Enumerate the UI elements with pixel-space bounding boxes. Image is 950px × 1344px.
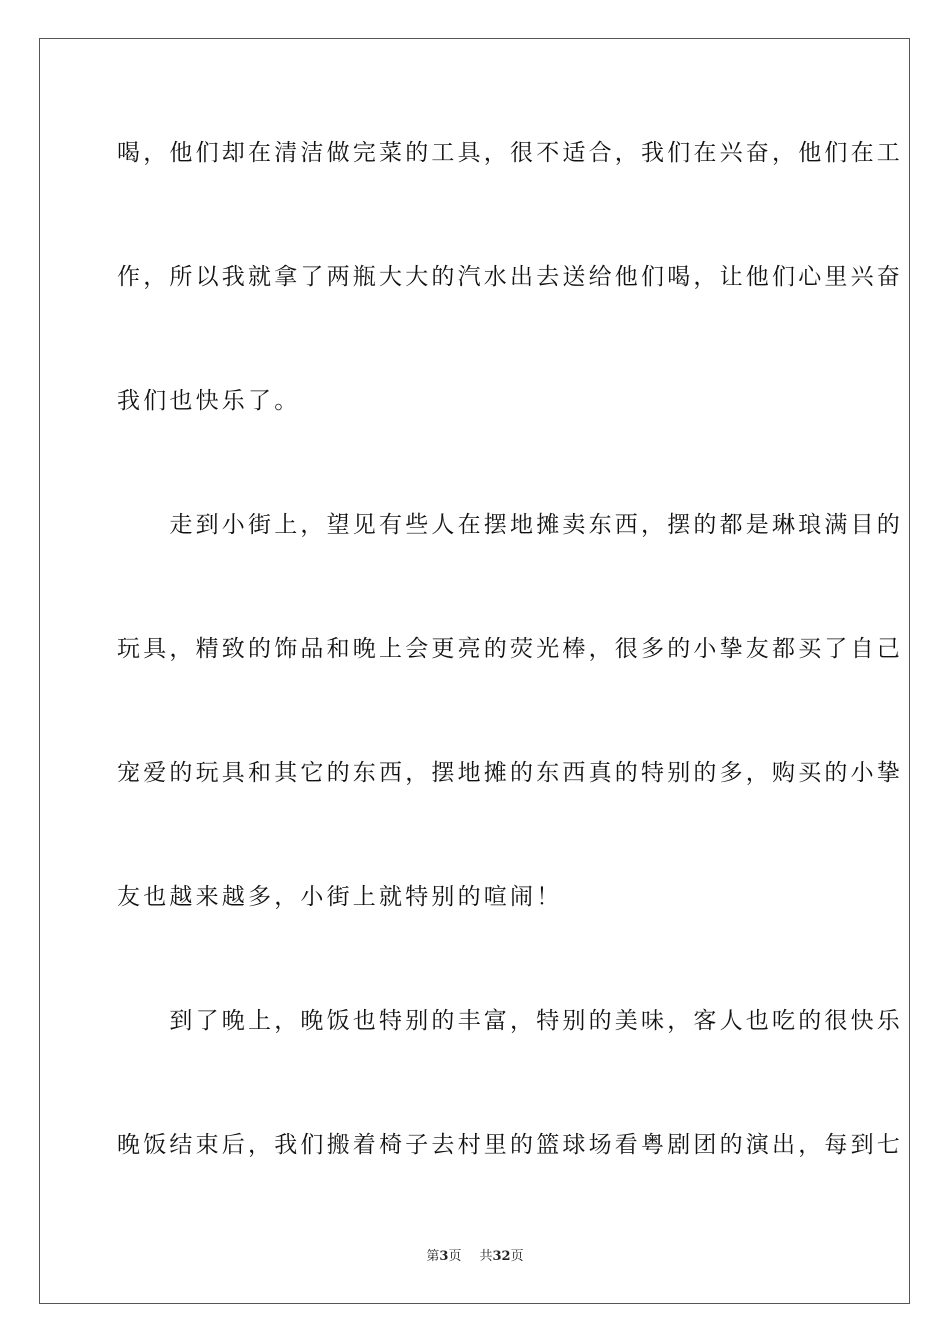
page-footer [0, 1248, 950, 1266]
text-line-7: 友也越来越多，小街上就特别的喧闹！ [117, 884, 563, 910]
text-line-5: 玩具，精致的饰品和晚上会更亮的荧光棒，很多的小挚友都买了自己 [117, 636, 903, 662]
page-suffix: 页 [448, 1249, 462, 1264]
text-line-6: 宠爱的玩具和其它的东西，摆地摊的东西真的特别的多，购买的小挚 [117, 760, 903, 786]
text-line-3: 我们也快乐了。 [117, 388, 301, 414]
page-prefix: 第 [426, 1249, 440, 1264]
text-line-2: 作，所以我就拿了两瓶大大的汽水出去送给他们喝，让他们心里兴奋 [117, 264, 903, 290]
text-line-1: 喝，他们却在清洁做完菜的工具，很不适合，我们在兴奋，他们在工 [117, 140, 903, 166]
text-line-9: 晚饭结束后，我们搬着椅子去村里的篮球场看粤剧团的演出，每到七 [117, 1132, 903, 1158]
text-line-4: 走到小街上，望见有些人在摆地摊卖东西，摆的都是琳琅满目的 [117, 512, 903, 538]
total-suffix: 页 [510, 1249, 524, 1264]
page-number: 3 [439, 1249, 449, 1264]
total-pages: 32 [492, 1249, 511, 1264]
page-border [39, 38, 910, 1304]
total-prefix: 共 [479, 1249, 493, 1264]
text-line-8: 到了晚上，晚饭也特别的丰富，特别的美味，客人也吃的很快乐 [117, 1008, 903, 1034]
